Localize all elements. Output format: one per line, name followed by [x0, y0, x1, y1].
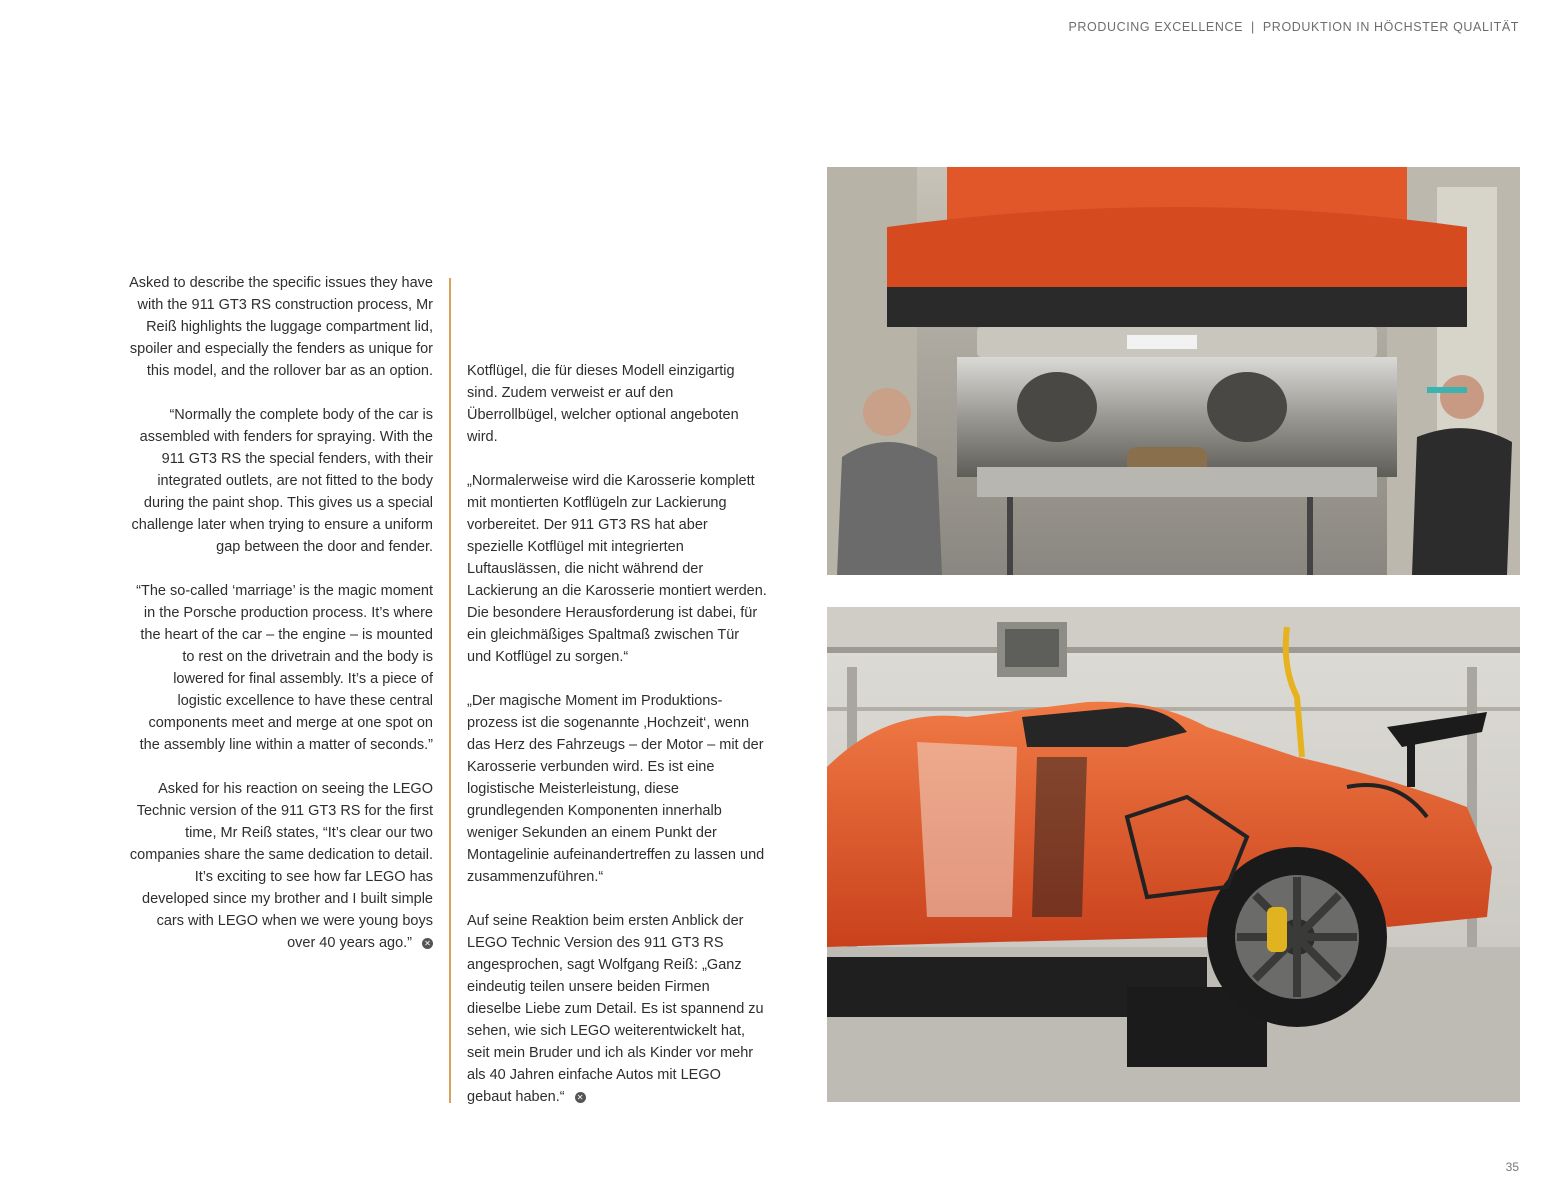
photo-engine-assembly — [827, 167, 1520, 575]
photo-orange-car-assembly — [827, 607, 1520, 1102]
german-paragraph-1: Kotflügel, die für dieses Modell einzigartig sind. Zudem verweist er auf den Überrollbügel, welcher optional angeboten wird. — [467, 363, 739, 445]
page-number: 35 — [1505, 1160, 1519, 1174]
english-column — [128, 272, 433, 976]
german-paragraph-4 — [467, 910, 767, 1108]
column-divider — [449, 278, 451, 1103]
end-mark-icon: ✕ — [422, 938, 433, 949]
english-paragraph-1: Asked to describe the specific issues they have with the 911 GT3 RS construction process, Mr Reiß highlights the luggage compartment lid, spoiler and especially the fenders as unique for this model, and the rollover bar as an option. — [129, 275, 433, 379]
german-column — [467, 360, 767, 1130]
english-paragraph-3: “The so-called ‘marriage’ is the magic moment in the Porsche production process. It’s where the heart of the car – the engine – is mounted to rest on the drivetrain and the body is lowered for final assembly. It’s a piece of logistic excellence to have these central components meet and merge at one spot on the assembly line within a matter of seconds.” — [136, 583, 433, 753]
header-title-de: PRODUKTION IN HÖCHSTER QUALITÄT — [1262, 20, 1519, 34]
end-mark-icon: ✕ — [575, 1092, 586, 1103]
header-separator: | — [1251, 20, 1255, 34]
header-title-en: PRODUCING EXCELLENCE — [1068, 20, 1244, 34]
german-paragraph-3: „Der magische Moment im Produktions-prozess ist die sogenannte ‚Hochzeit‘, wenn das Herz des Fahrzeugs – der Motor – mit der Karosserie verbunden wird. Es ist eine logistische Meisterleistung, diese grundlegenden Komponenten innerhalb weniger Sekunden an einem Punkt der Montagelinie aufeinandertreffen zu lassen und zusammenzuführen.“ — [467, 693, 765, 885]
english-paragraph-2: “Normally the complete body of the car is assembled with fenders for spraying. With the 911 GT3 RS the special fenders, with their integrated outlets, are not fitted to the body during the paint shop. This gives us a special challenge later when trying to ensure a uniform gap between the door and fender. — [131, 407, 433, 555]
german-paragraph-2: „Normalerweise wird die Karosserie komplett mit montierten Kotflügeln zur Lackierung vorbereitet. Der 911 GT3 RS hat aber spezielle Kotflügel mit integrierten Luftauslässen, die nicht während der Lackierung an die Karosserie montiert werden. Die besondere Herausforderung ist dabei, für ein gleichmäßiges Spaltmaß zwischen Tür und Kotflügel zu sorgen.“ — [467, 473, 767, 665]
german-paragraph-4-text: Auf seine Reaktion beim ersten Anblick der LEGO Technic Version des 911 GT3 RS angesprochen, sagt Wolfgang Reiß: „Ganz eindeutig teilen unsere beiden Firmen dieselbe Liebe zum Detail. Es ist spannend zu sehen, wie sich LEGO weiterentwickelt hat, seit mein Bruder und ich als Kinder vor mehr als 40 Jahren einfache Autos mit LEGO gebaut haben.“ — [467, 913, 764, 1105]
running-header — [1068, 20, 1519, 34]
english-paragraph-4-text: Asked for his reaction on seeing the LEGO Technic version of the 911 GT3 RS for the first time, Mr Reiß states, “It’s clear our two companies share the same dedication to detail. It’s exciting to see how far LEGO has developed since my brother and I built simple cars with LEGO when we were young boys over 40 years ago.” — [129, 781, 433, 951]
english-paragraph-4 — [128, 778, 433, 954]
